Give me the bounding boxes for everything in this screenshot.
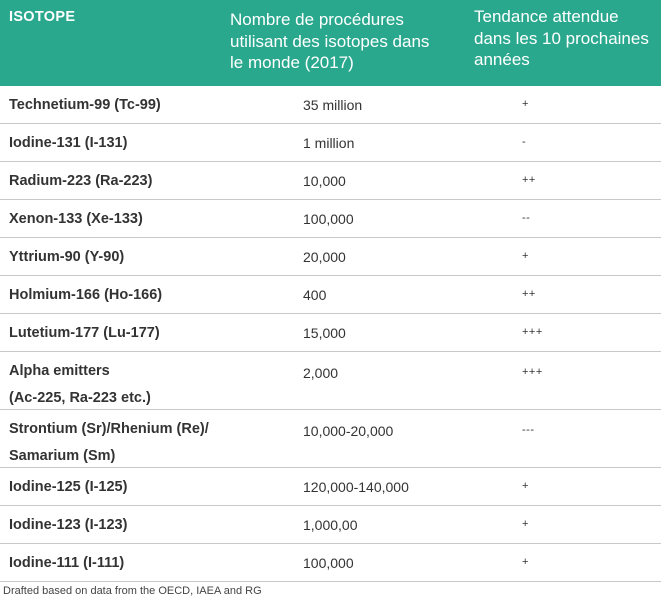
table-row: [0, 124, 661, 162]
table-header: [0, 0, 661, 86]
procedure-count: 1 million: [303, 135, 355, 151]
procedure-count: 120,000-140,000: [303, 479, 409, 495]
trend-indicator: +: [522, 518, 529, 530]
trend-indicator: +: [522, 98, 529, 110]
table-row: [0, 506, 661, 544]
trend-indicator: +: [522, 250, 529, 262]
trend-indicator: +: [522, 556, 529, 568]
isotope-name: Strontium (Sr)/Rhenium (Re)/ Samarium (Sm): [9, 421, 209, 464]
trend-indicator: --: [522, 212, 531, 224]
procedure-count: 400: [303, 287, 327, 303]
isotope-name: Yttrium-90 (Y-90): [9, 249, 125, 265]
table-row: [0, 352, 661, 410]
header-isotope: ISOTOPE: [9, 9, 76, 25]
isotope-name: Radium-223 (Ra-223): [9, 173, 153, 189]
header-expected-trend: Tendance attendue dans les 10 prochaines années: [474, 7, 649, 69]
trend-indicator: ++: [522, 174, 536, 186]
isotope-name: Iodine-131 (I-131): [9, 135, 128, 151]
isotope-name: Technetium-99 (Tc-99): [9, 97, 161, 113]
table-row: [0, 468, 661, 506]
procedure-count: 20,000: [303, 249, 346, 265]
trend-indicator: ---: [522, 424, 535, 436]
table-body: [0, 86, 661, 582]
isotope-name: Iodine-125 (I-125): [9, 479, 128, 495]
isotope-name: Iodine-111 (I-111): [9, 555, 125, 571]
procedure-count: 100,000: [303, 555, 354, 571]
procedure-count: 100,000: [303, 211, 354, 227]
procedure-count: 1,000,00: [303, 517, 358, 533]
trend-indicator: +++: [522, 326, 543, 338]
table-row: [0, 86, 661, 124]
isotope-name: Lutetium-177 (Lu-177): [9, 325, 160, 341]
table-row: [0, 544, 661, 582]
procedure-count: 15,000: [303, 325, 346, 341]
table-row: [0, 162, 661, 200]
isotope-name: Iodine-123 (I-123): [9, 517, 128, 533]
procedure-count: 35 million: [303, 97, 363, 113]
source-footnote: Drafted based on data from the OECD, IAEA and RG: [3, 585, 262, 597]
table-row: [0, 200, 661, 238]
header-procedure-count: Nombre de procédures utilisant des isotopes dans le monde (2017): [230, 10, 430, 72]
table-row: [0, 410, 661, 468]
procedure-count: 10,000-20,000: [303, 423, 394, 439]
trend-indicator: ++: [522, 288, 536, 300]
isotope-name: Holmium-166 (Ho-166): [9, 287, 163, 303]
isotope-name: Xenon-133 (Xe-133): [9, 211, 143, 227]
isotope-name: Alpha emitters (Ac-225, Ra-223 etc.): [9, 363, 151, 406]
procedure-count: 2,000: [303, 365, 339, 381]
trend-indicator: +++: [522, 366, 543, 378]
table-row: [0, 314, 661, 352]
table-row: [0, 276, 661, 314]
trend-indicator: -: [522, 136, 527, 148]
procedure-count: 10,000: [303, 173, 346, 189]
trend-indicator: +: [522, 480, 529, 492]
table-row: [0, 238, 661, 276]
